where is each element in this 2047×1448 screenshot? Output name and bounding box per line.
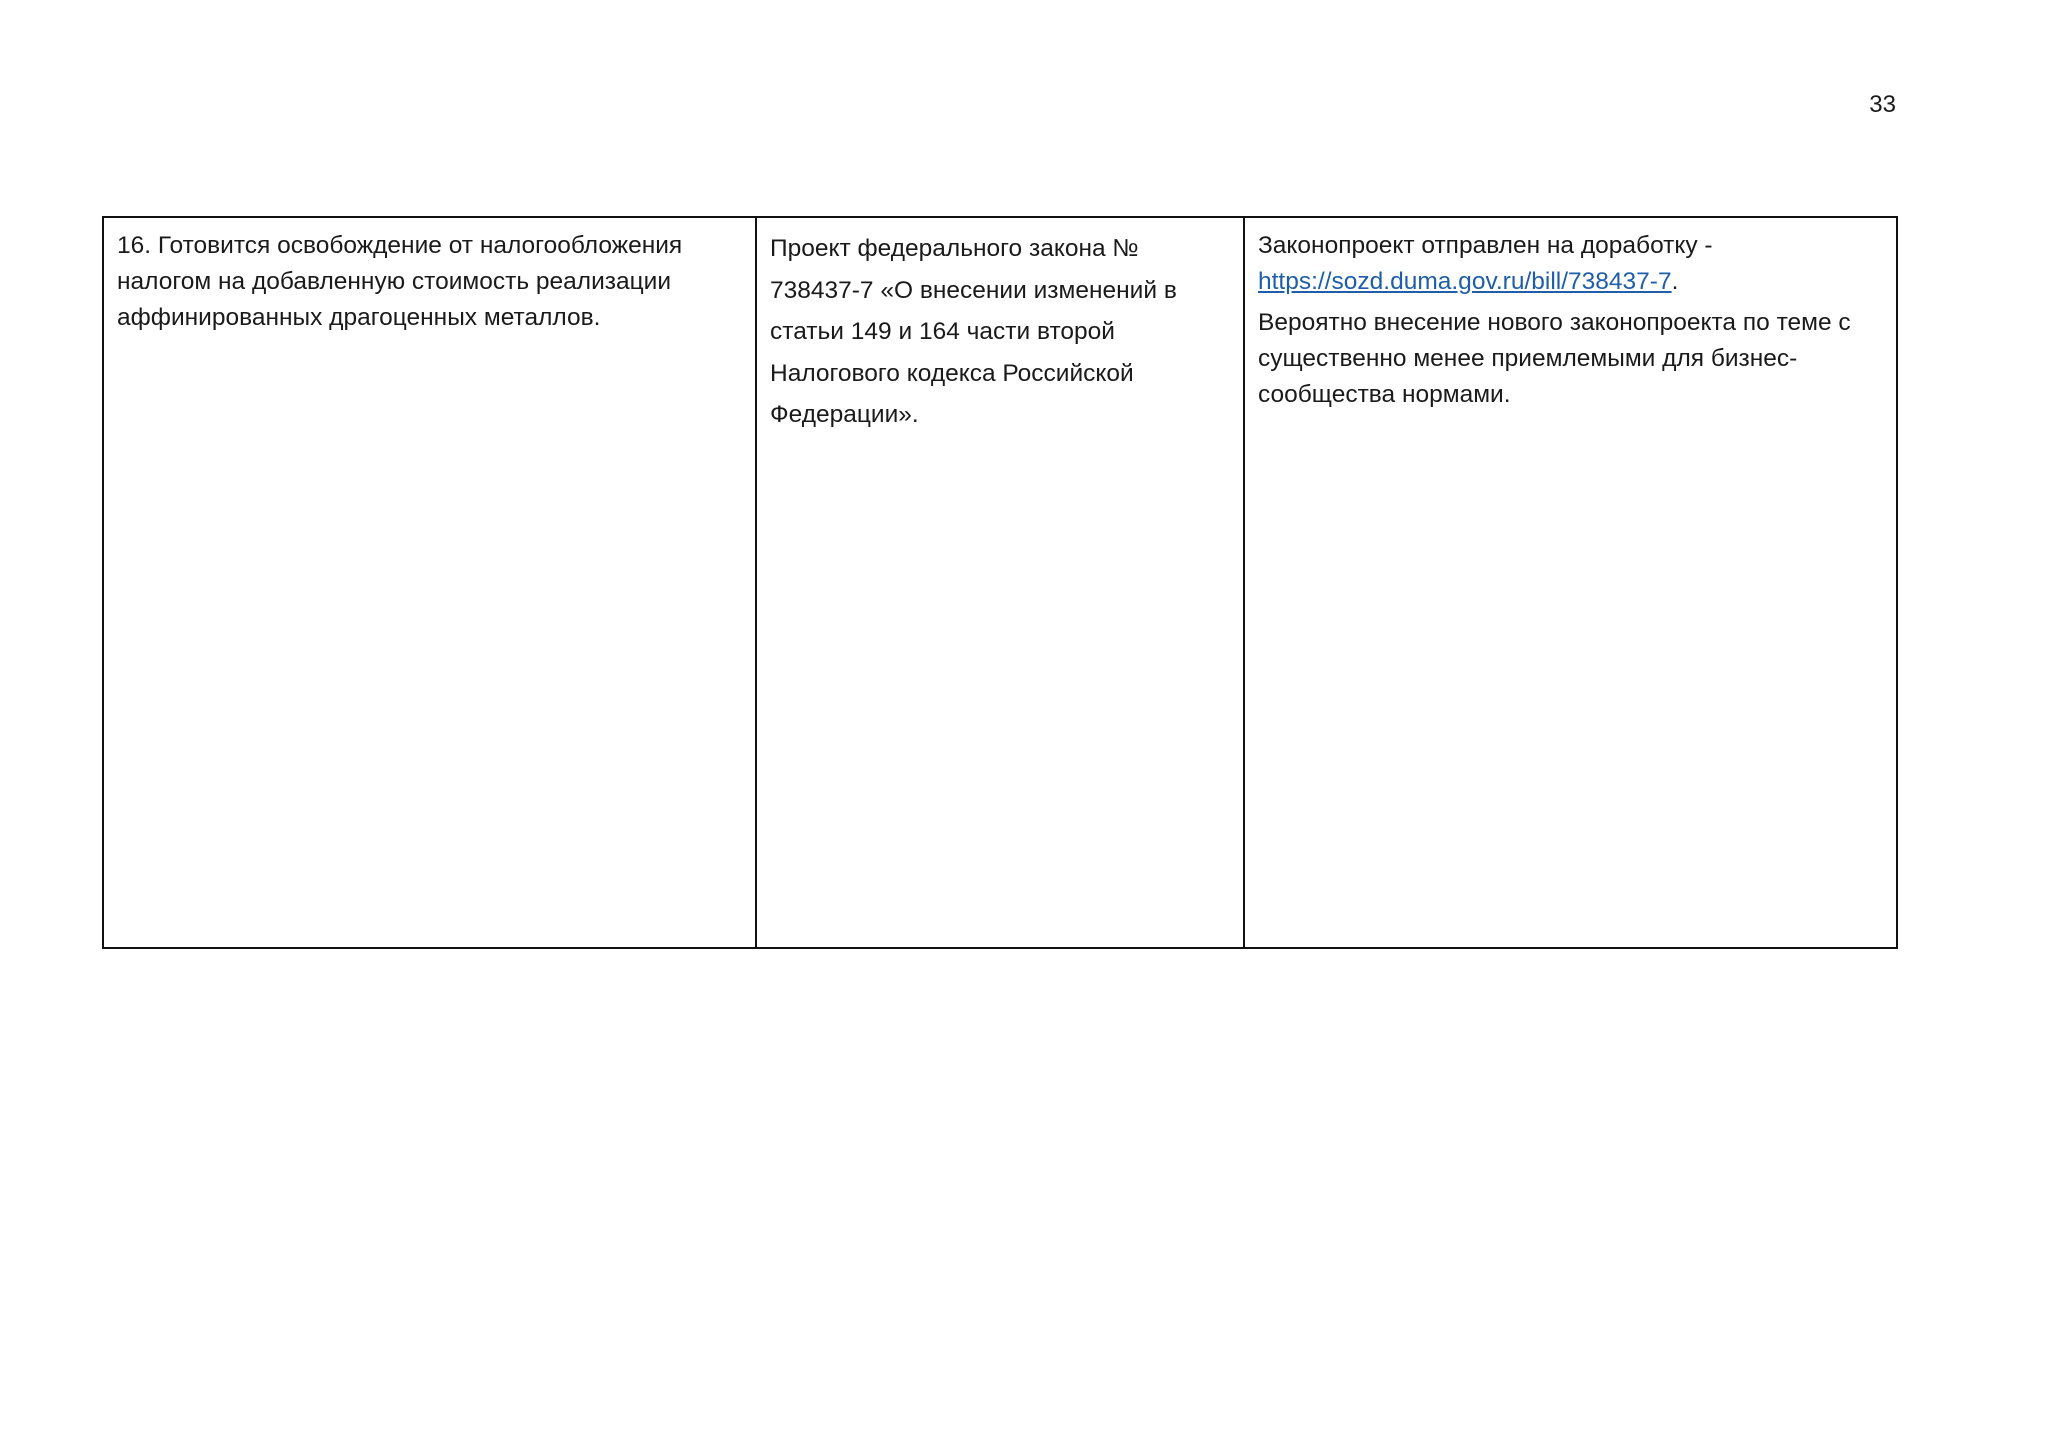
table-cell-bill — [755, 218, 1243, 947]
measure-text: 16. Готовится освобождение от налогообложения налогом на добавленную стоимость реализации аффинированных драгоценных металлов. — [117, 232, 683, 331]
table-cell-measure — [104, 218, 755, 947]
table-cell-status — [1243, 218, 1896, 947]
bill-link[interactable]: https://sozd.duma.gov.ru/bill/738437-7 — [1258, 268, 1672, 295]
bill-text: Проект федерального закона № 738437-7 «О внесении изменений в статьи 149 и 164 части второй Налогового кодекса Российской Федерации». — [770, 235, 1177, 428]
link-suffix: . — [1671, 268, 1679, 295]
status-text: Законопроект отправлен на доработку - — [1258, 232, 1713, 259]
document-table — [102, 216, 1898, 949]
status-note: Вероятно внесение нового законопроекта по теме с существенно менее приемлемыми для бизнес-сообщества нормами. — [1258, 309, 1851, 408]
status-paragraph — [1258, 228, 1884, 300]
page-number: 33 — [1869, 91, 1896, 118]
